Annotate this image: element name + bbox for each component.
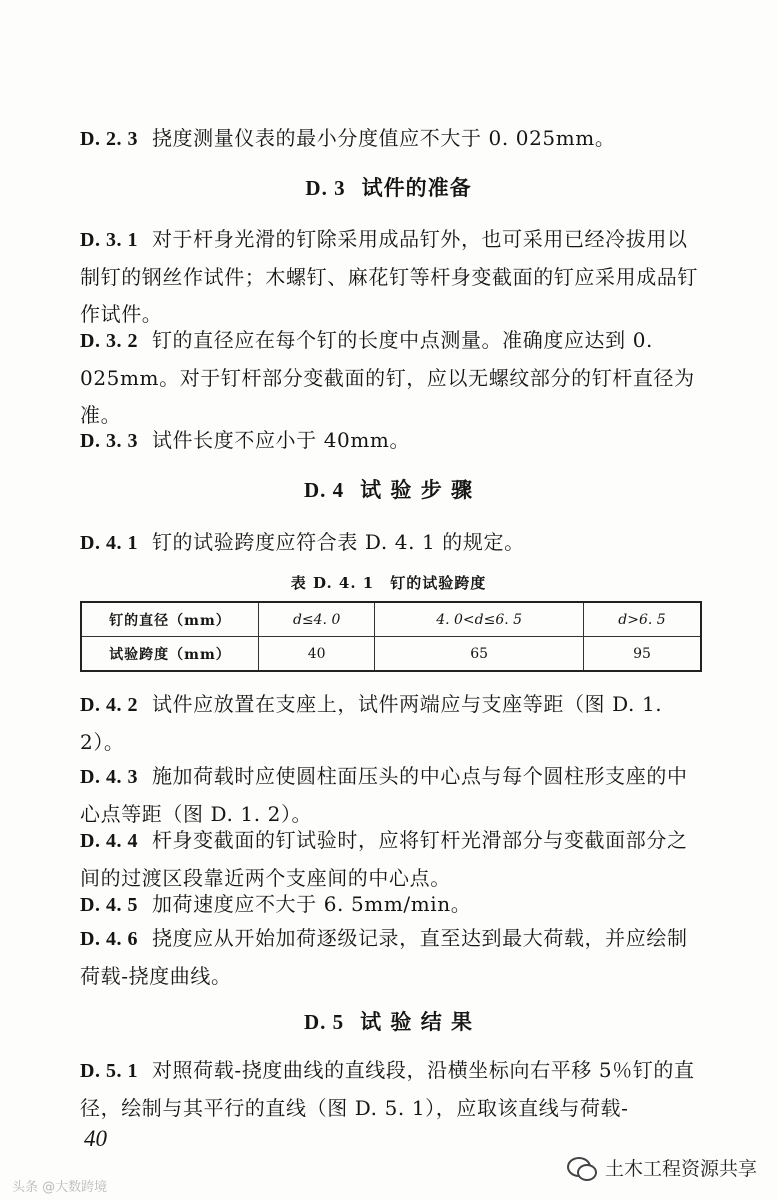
section-heading-d-5 [0,1006,777,1036]
clause-number: D. 4. 6 [80,928,138,950]
table-caption: 表 D. 4. 1 钉的试验跨度 [290,574,487,592]
watermark-right [567,1154,757,1181]
table-row-label: 试验跨度（mm） [81,637,259,672]
clause-text: 对于杆身光滑的钉除采用成品钉外，也可采用已经冷拔用以制钉的钢丝作试件；木螺钉、麻花钉等杆身变截面的钉应采用成品钉作试件。 [80,227,698,326]
clause-d-4-6 [80,920,700,995]
clause-d-3-2 [80,322,700,434]
clause-text: 试件长度不应小于 40mm。 [151,428,411,452]
page-number: 40 [84,1126,107,1151]
clause-text: 钉的试验跨度应符合表 D. 4. 1 的规定。 [151,530,525,554]
clause-number: D. 5. 1 [80,1060,138,1082]
clause-number: D. 4. 3 [80,766,138,788]
section-number: D. 5 [303,1010,345,1034]
table-row [81,637,701,672]
clause-text: 试件应放置在支座上，试件两端应与支座等距（图 D. 1. 2）。 [80,692,663,754]
section-heading-d-4 [0,474,777,504]
table-cell: 4. 0<d≤6. 5 [375,602,584,637]
table-cell: 40 [259,637,375,672]
clause-number: D. 4. 1 [80,532,138,554]
clause-number: D. 3. 1 [80,229,138,251]
section-heading-d-3 [0,172,777,202]
clause-d-4-1 [80,524,700,562]
section-title: 试 验 结 果 [360,1009,474,1034]
section-title: 试 验 步 骤 [360,477,474,502]
wechat-icon [567,1155,597,1181]
clause-text: 加荷速度应不大于 6. 5mm/min。 [151,892,472,916]
table-cell: 65 [375,637,584,672]
clause-d-3-3 [80,422,700,460]
table-row [81,602,701,637]
table-cell: d≤4. 0 [259,602,375,637]
table-row-label: 钉的直径（mm） [81,602,259,637]
clause-text: 杆身变截面的钉试验时，应将钉杆光滑部分与变截面部分之间的过渡区段靠近两个支座间的中心点。 [80,828,688,890]
clause-number: D. 4. 2 [80,694,138,716]
clause-d-2-3 [80,120,700,158]
clause-text: 挠度应从开始加荷逐级记录，直至达到最大荷载，并应绘制荷载-挠度曲线。 [80,926,688,988]
watermark-text: 土木工程资源共享 [604,1158,757,1180]
clause-d-4-5 [80,886,700,924]
clause-text: 施加荷载时应使圆柱面压头的中心点与每个圆柱形支座的中心点等距（图 D. 1. 2）。 [80,764,688,826]
clause-number: D. 3. 3 [80,430,138,452]
clause-text: 挠度测量仪表的最小分度值应不大于 0. 025mm。 [151,126,616,150]
section-number: D. 3 [305,176,346,200]
clause-number: D. 3. 2 [80,330,138,352]
watermark-left: 头条 @大数跨境 [12,1180,108,1195]
clause-text: 对照荷载-挠度曲线的直线段，沿横坐标向右平移 5％钉的直径，绘制与其平行的直线（图 D. 5. 1），应取该直线与荷载- [80,1058,695,1120]
clause-number: D. 4. 5 [80,894,138,916]
table-cell: d>6. 5 [583,602,701,637]
clause-number: D. 2. 3 [80,128,138,150]
clause-number: D. 4. 4 [80,830,138,852]
clause-d-5-1 [80,1052,700,1127]
section-number: D. 4 [303,478,345,502]
clause-d-3-1 [80,221,700,333]
clause-d-4-2 [80,686,700,761]
nail-span-table [80,601,702,672]
section-title: 试件的准备 [361,175,472,200]
clause-text: 钉的直径应在每个钉的长度中点测量。准确度应达到 0. 025mm。对于钉杆部分变截面的钉，应以无螺纹部分的钉杆直径为准。 [80,328,695,427]
table-cell: 95 [583,637,701,672]
